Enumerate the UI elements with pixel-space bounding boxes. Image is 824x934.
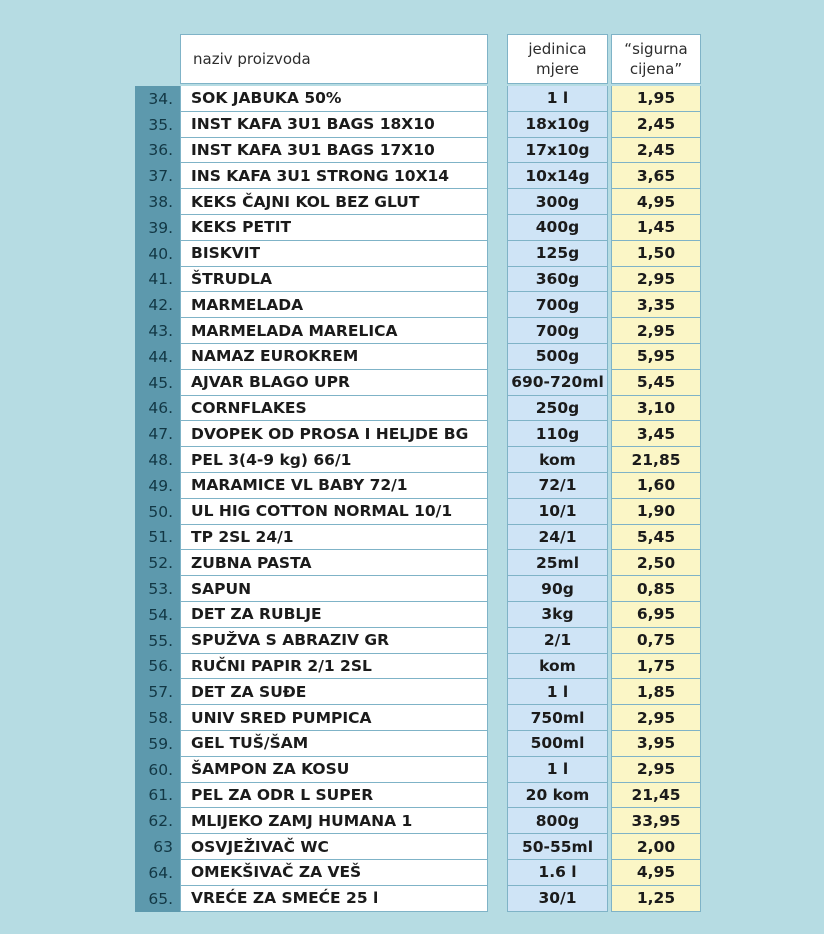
row-number: 60.	[135, 757, 180, 783]
table-row	[0, 602, 824, 628]
safe-price: 0,85	[611, 576, 701, 602]
product-name: CORNFLAKES	[180, 396, 488, 422]
header-price-line1: “sigurna	[624, 40, 688, 58]
table-row	[0, 112, 824, 138]
safe-price: 3,10	[611, 396, 701, 422]
product-name: RUČNI PAPIR 2/1 2SL	[180, 654, 488, 680]
row-number: 52.	[135, 550, 180, 576]
unit-of-measure: 90g	[507, 576, 608, 602]
table-row	[0, 731, 824, 757]
table-row	[0, 344, 824, 370]
unit-of-measure: 10/1	[507, 499, 608, 525]
header-price-line2: cijena”	[629, 60, 683, 78]
safe-price: 1,95	[611, 86, 701, 112]
row-number: 49.	[135, 473, 180, 499]
safe-price: 1,85	[611, 679, 701, 705]
row-number: 36.	[135, 138, 180, 164]
safe-price: 2,45	[611, 138, 701, 164]
safe-price: 6,95	[611, 602, 701, 628]
row-number: 43.	[135, 318, 180, 344]
safe-price: 21,45	[611, 783, 701, 809]
product-name: KEKS PETIT	[180, 215, 488, 241]
table-row	[0, 679, 824, 705]
table-row	[0, 267, 824, 293]
unit-of-measure: 24/1	[507, 525, 608, 551]
product-name: DVOPEK OD PROSA I HELJDE BG	[180, 421, 488, 447]
safe-price: 0,75	[611, 628, 701, 654]
row-number: 44.	[135, 344, 180, 370]
table-row	[0, 654, 824, 680]
table-row	[0, 396, 824, 422]
product-name: SPUŽVA S ABRAZIV GR	[180, 628, 488, 654]
header-unit	[507, 34, 608, 84]
row-number: 53.	[135, 576, 180, 602]
table-row	[0, 421, 824, 447]
row-number: 50.	[135, 499, 180, 525]
row-number: 56.	[135, 654, 180, 680]
product-name: GEL TUŠ/ŠAM	[180, 731, 488, 757]
product-name: MLIJEKO ZAMJ HUMANA 1	[180, 808, 488, 834]
row-number: 35.	[135, 112, 180, 138]
row-number: 63	[135, 834, 180, 860]
product-name: ZUBNA PASTA	[180, 550, 488, 576]
header-price	[611, 34, 701, 84]
table-row	[0, 473, 824, 499]
unit-of-measure: 72/1	[507, 473, 608, 499]
row-number: 59.	[135, 731, 180, 757]
safe-price: 2,45	[611, 112, 701, 138]
table-row	[0, 757, 824, 783]
safe-price: 2,95	[611, 267, 701, 293]
product-name: UL HIG COTTON NORMAL 10/1	[180, 499, 488, 525]
product-name: DET ZA SUĐE	[180, 679, 488, 705]
unit-of-measure: 2/1	[507, 628, 608, 654]
safe-price: 5,45	[611, 525, 701, 551]
safe-price: 33,95	[611, 808, 701, 834]
product-name: MARMELADA MARELICA	[180, 318, 488, 344]
product-name: MARAMICE VL BABY 72/1	[180, 473, 488, 499]
row-number: 41.	[135, 267, 180, 293]
unit-of-measure: 30/1	[507, 886, 608, 912]
safe-price: 3,35	[611, 292, 701, 318]
header-unit-line1: jedinica	[528, 40, 587, 58]
unit-of-measure: 20 kom	[507, 783, 608, 809]
product-name: UNIV SRED PUMPICA	[180, 705, 488, 731]
row-number: 46.	[135, 396, 180, 422]
table-row	[0, 628, 824, 654]
row-number: 37.	[135, 163, 180, 189]
product-name: OSVJEŽIVAČ WC	[180, 834, 488, 860]
product-name: NAMAZ EUROKREM	[180, 344, 488, 370]
header-product-name-label: naziv proizvoda	[193, 50, 311, 68]
unit-of-measure: 500ml	[507, 731, 608, 757]
safe-price: 2,95	[611, 318, 701, 344]
row-number: 39.	[135, 215, 180, 241]
product-name: INST KAFA 3U1 BAGS 18X10	[180, 112, 488, 138]
unit-of-measure: 18x10g	[507, 112, 608, 138]
product-name: INS KAFA 3U1 STRONG 10X14	[180, 163, 488, 189]
unit-of-measure: 10x14g	[507, 163, 608, 189]
row-number: 61.	[135, 783, 180, 809]
safe-price: 3,45	[611, 421, 701, 447]
table-row	[0, 499, 824, 525]
product-name: INST KAFA 3U1 BAGS 17X10	[180, 138, 488, 164]
row-number: 51.	[135, 525, 180, 551]
product-name: ŠTRUDLA	[180, 267, 488, 293]
unit-of-measure: 25ml	[507, 550, 608, 576]
product-name: AJVAR BLAGO UPR	[180, 370, 488, 396]
unit-of-measure: 800g	[507, 808, 608, 834]
unit-of-measure: 300g	[507, 189, 608, 215]
header-unit-line2: mjere	[535, 60, 580, 78]
table-row	[0, 215, 824, 241]
row-number: 64.	[135, 860, 180, 886]
safe-price: 3,65	[611, 163, 701, 189]
table-row	[0, 550, 824, 576]
product-name: KEKS ČAJNI KOL BEZ GLUT	[180, 189, 488, 215]
table-row	[0, 241, 824, 267]
table-row	[0, 189, 824, 215]
unit-of-measure: 500g	[507, 344, 608, 370]
product-name: SOK JABUKA 50%	[180, 86, 488, 112]
table-row	[0, 576, 824, 602]
table-row	[0, 163, 824, 189]
product-name: ŠAMPON ZA KOSU	[180, 757, 488, 783]
table-row	[0, 886, 824, 912]
table-row	[0, 834, 824, 860]
table-row	[0, 86, 824, 112]
product-name: PEL 3(4-9 kg) 66/1	[180, 447, 488, 473]
unit-of-measure: 110g	[507, 421, 608, 447]
table-row	[0, 318, 824, 344]
row-number: 48.	[135, 447, 180, 473]
safe-price: 21,85	[611, 447, 701, 473]
unit-of-measure: 1 l	[507, 86, 608, 112]
table-row	[0, 525, 824, 551]
table-row	[0, 783, 824, 809]
table-row	[0, 705, 824, 731]
unit-of-measure: 700g	[507, 292, 608, 318]
table-row	[0, 292, 824, 318]
unit-of-measure: kom	[507, 447, 608, 473]
table-row	[0, 138, 824, 164]
unit-of-measure: 1 l	[507, 757, 608, 783]
safe-price: 1,60	[611, 473, 701, 499]
safe-price: 2,00	[611, 834, 701, 860]
row-number: 45.	[135, 370, 180, 396]
row-number: 57.	[135, 679, 180, 705]
row-number: 65.	[135, 886, 180, 912]
safe-price: 1,90	[611, 499, 701, 525]
unit-of-measure: 50-55ml	[507, 834, 608, 860]
row-number: 38.	[135, 189, 180, 215]
unit-of-measure: 1.6 l	[507, 860, 608, 886]
table-row	[0, 447, 824, 473]
unit-of-measure: 17x10g	[507, 138, 608, 164]
safe-price: 1,75	[611, 654, 701, 680]
product-name: OMEKŠIVAČ ZA VEŠ	[180, 860, 488, 886]
header-product-name	[180, 34, 488, 84]
safe-price: 4,95	[611, 189, 701, 215]
safe-price: 2,50	[611, 550, 701, 576]
product-name: PEL ZA ODR L SUPER	[180, 783, 488, 809]
product-name: SAPUN	[180, 576, 488, 602]
row-number: 47.	[135, 421, 180, 447]
row-number: 62.	[135, 808, 180, 834]
unit-of-measure: 250g	[507, 396, 608, 422]
product-name: TP 2SL 24/1	[180, 525, 488, 551]
unit-of-measure: 750ml	[507, 705, 608, 731]
product-name: MARMELADA	[180, 292, 488, 318]
safe-price: 5,45	[611, 370, 701, 396]
row-number: 55.	[135, 628, 180, 654]
safe-price: 4,95	[611, 860, 701, 886]
safe-price: 2,95	[611, 757, 701, 783]
row-number: 34.	[135, 86, 180, 112]
row-number: 58.	[135, 705, 180, 731]
safe-price: 1,25	[611, 886, 701, 912]
row-number: 42.	[135, 292, 180, 318]
table-row	[0, 860, 824, 886]
row-number: 54.	[135, 602, 180, 628]
safe-price: 3,95	[611, 731, 701, 757]
unit-of-measure: 1 l	[507, 679, 608, 705]
unit-of-measure: 700g	[507, 318, 608, 344]
unit-of-measure: 690-720ml	[507, 370, 608, 396]
product-name: BISKVIT	[180, 241, 488, 267]
product-name: DET ZA RUBLJE	[180, 602, 488, 628]
unit-of-measure: 3kg	[507, 602, 608, 628]
row-number: 40.	[135, 241, 180, 267]
unit-of-measure: kom	[507, 654, 608, 680]
safe-price: 5,95	[611, 344, 701, 370]
table-row	[0, 808, 824, 834]
unit-of-measure: 125g	[507, 241, 608, 267]
safe-price: 1,50	[611, 241, 701, 267]
table-row	[0, 370, 824, 396]
safe-price: 2,95	[611, 705, 701, 731]
unit-of-measure: 400g	[507, 215, 608, 241]
unit-of-measure: 360g	[507, 267, 608, 293]
safe-price: 1,45	[611, 215, 701, 241]
product-name: VREĆE ZA SMEĆE 25 l	[180, 886, 488, 912]
